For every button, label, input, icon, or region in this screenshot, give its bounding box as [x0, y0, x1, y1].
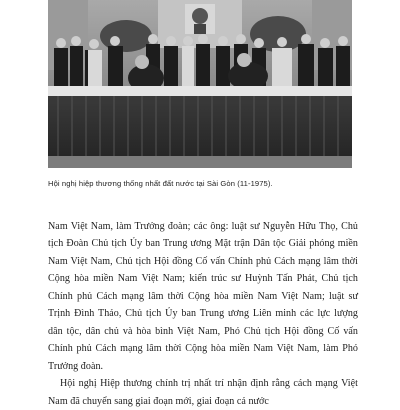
paragraph: Nam Việt Nam, làm Trưởng đoàn; các ông: luật sư Nguyễn Hữu Thọ, Chủ tịch Đoàn Chủ tịch Ủy ban Trung ương Mặt trận Dân tộc Giải phóng miền Nam Việt Nam, Chủ tịch Hội đồng Cố vấn Chính phủ Cách mạng lâm thời Cộng hòa miền Nam Việt Nam; kiến trúc sư Huỳnh Tấn Phát, Chủ tịch Chính phủ Cách mạng lâm thời Cộng hòa miền Nam Việt Nam; luật sư Trịnh Đình Thảo, Chủ tịch Ủy ban Trung ương Liên minh các lực lượng dân tộc, dân chủ và hòa bình Việt Nam, Phó Chủ tịch Hội đồng Cố vấn Chính phủ Cách mạng lâm thời Cộng hòa miền Nam Việt Nam, làm Phó Trưởng đoàn. [48, 221, 358, 372]
photo-illustration [48, 0, 352, 168]
paragraph: Hội nghị Hiệp thương chính trị nhất trí nhận định rằng cách mạng Việt Nam đã chuyển sang giai đoạn mới, giai đoạn cả nước [48, 378, 358, 407]
figure-caption: Hội nghị hiệp thương thống nhất đất nước tại Sài Gòn (11-1975). [48, 179, 273, 188]
historical-photo [48, 0, 352, 168]
body-text [48, 218, 358, 410]
